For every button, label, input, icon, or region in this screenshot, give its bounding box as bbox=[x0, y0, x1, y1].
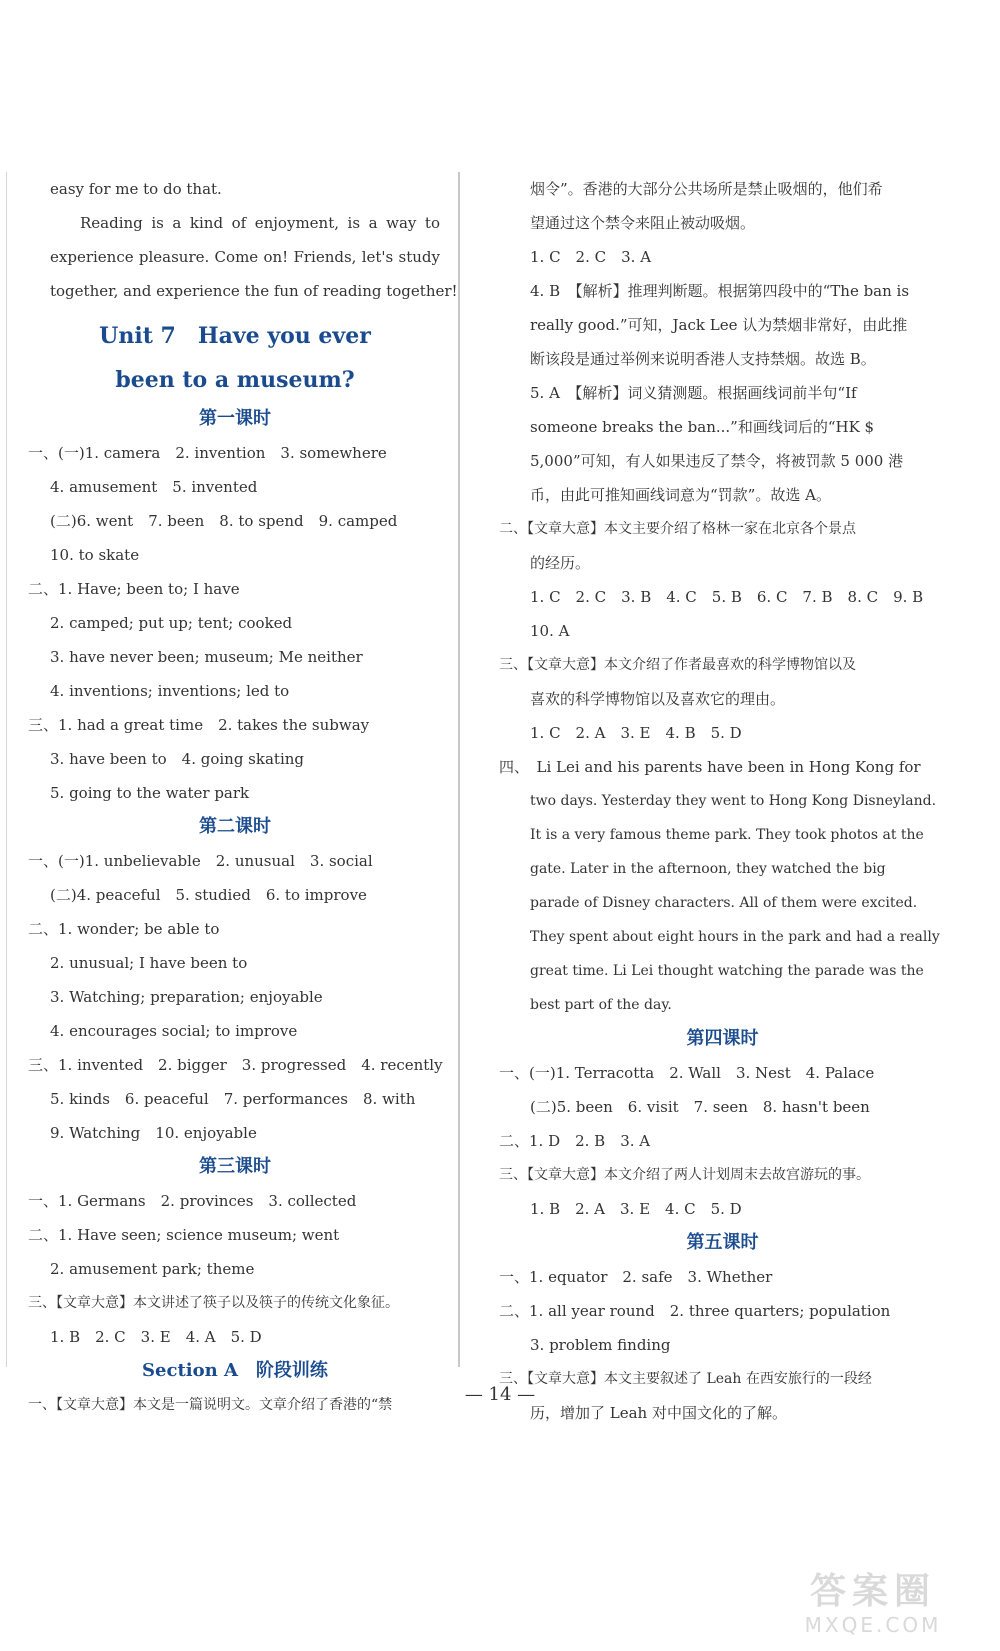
text-line: 断该段是通过举例来说明香港人支持禁烟。故选 B。 bbox=[530, 350, 876, 368]
answer-line: 10. to skate bbox=[50, 546, 140, 564]
text-line: together, and experience the fun of reading together! bbox=[50, 282, 458, 300]
text-line: experience pleasure. Come on! Friends, let's study bbox=[50, 248, 440, 266]
lesson-heading-3: 第三课时 bbox=[199, 1156, 271, 1177]
watermark-text: 答案圈 bbox=[809, 1571, 936, 1612]
page-number: — 14 — bbox=[464, 1384, 536, 1405]
text-line: Reading is a kind of enjoyment, is a way to bbox=[80, 214, 440, 232]
answer-line: 2. amusement park; theme bbox=[50, 1260, 255, 1278]
lesson-heading-2: 第二课时 bbox=[199, 816, 271, 837]
answer-line: 3. Watching; preparation; enjoyable bbox=[50, 988, 323, 1006]
answer-line: 1. B 2. C 3. E 4. A 5. D bbox=[50, 1328, 262, 1346]
answer-line: 一、1. Germans 2. provinces 3. collected bbox=[28, 1192, 357, 1210]
text-line: two days. Yesterday they went to Hong Kong Disneyland. bbox=[530, 793, 937, 809]
text-line: 的经历。 bbox=[530, 554, 591, 572]
answer-line: (二)5. been 6. visit 7. seen 8. hasn't been bbox=[530, 1098, 870, 1116]
unit-title-continued: been to a museum? bbox=[115, 367, 355, 393]
answer-line: 3. have never been; museum; Me neither bbox=[50, 648, 363, 666]
answer-line: 四、 Li Lei and his parents have been in Hong Kong for bbox=[499, 758, 921, 776]
watermark-url: MXQE.COM bbox=[804, 1613, 942, 1637]
text-line: really good.”可知，Jack Lee 认为禁烟非常好，由此推 bbox=[530, 316, 908, 334]
text-line: someone breaks the ban...”和画线词后的“HK $ bbox=[530, 418, 875, 436]
text-line: They spent about eight hours in the park and had a really bbox=[530, 929, 940, 945]
answer-line: 一、(一)1. Terracotta 2. Wall 3. Nest 4. Palace bbox=[499, 1064, 875, 1082]
answer-line: 1. C 2. C 3. B 4. C 5. B 6. C 7. B 8. C 9. B bbox=[530, 588, 924, 606]
answer-line: 1. C 2. C 3. A bbox=[530, 248, 652, 266]
answer-line: 一、(一)1. camera 2. invention 3. somewhere bbox=[28, 444, 387, 462]
answer-line: 5. kinds 6. peaceful 7. performances 8. with bbox=[50, 1090, 416, 1108]
text-line: 5,000”可知，有人如果违反了禁令，将被罚款 5 000 港 bbox=[530, 452, 904, 470]
text-line: 烟令”。香港的大部分公共场所是禁止吸烟的，他们希 bbox=[530, 180, 883, 198]
answer-line: 4. B 【解析】推理判断题。根据第四段中的“The ban is bbox=[530, 282, 910, 300]
text-line: easy for me to do that. bbox=[50, 180, 222, 198]
text-line: 望通过这个禁令来阻止被动吸烟。 bbox=[530, 214, 756, 232]
answer-line: 4. inventions; inventions; led to bbox=[50, 682, 290, 700]
answer-line: 二、1. all year round 2. three quarters; population bbox=[499, 1302, 891, 1320]
answer-line: 5. A 【解析】词义猜测题。根据画线词前半句“If bbox=[530, 384, 857, 402]
answer-line: 4. encourages social; to improve bbox=[50, 1022, 298, 1040]
answer-line: 10. A bbox=[530, 622, 570, 640]
answer-line: 三、【文章大意】本文讲述了筷子以及筷子的传统文化象征。 bbox=[28, 1295, 399, 1311]
answer-line: 三、1. had a great time 2. takes the subway bbox=[28, 716, 370, 734]
text-line: 历，增加了 Leah 对中国文化的了解。 bbox=[530, 1404, 787, 1422]
answer-line: 二、【文章大意】本文主要介绍了格林一家在北京各个景点 bbox=[499, 521, 856, 537]
answer-line: 1. C 2. A 3. E 4. B 5. D bbox=[530, 724, 742, 742]
answer-line: 二、1. Have seen; science museum; went bbox=[28, 1226, 340, 1244]
lesson-heading-4: 第四课时 bbox=[686, 1028, 759, 1049]
section-a-heading: Section A 阶段训练 bbox=[142, 1360, 328, 1381]
answer-line: (二)4. peaceful 5. studied 6. to improve bbox=[50, 886, 367, 904]
text-line: best part of the day. bbox=[530, 997, 672, 1013]
unit-title: Unit 7 Have you ever bbox=[99, 323, 371, 349]
watermark-logo bbox=[768, 1571, 978, 1641]
answer-line: 一、【文章大意】本文是一篇说明文。文章介绍了香港的“禁 bbox=[28, 1397, 393, 1413]
answer-line: 9. Watching 10. enjoyable bbox=[50, 1124, 257, 1142]
answer-line: 1. B 2. A 3. E 4. C 5. D bbox=[530, 1200, 742, 1218]
text-line: It is a very famous theme park. They took photos at the bbox=[530, 827, 924, 843]
answer-line: 5. going to the water park bbox=[50, 784, 250, 802]
answer-line: (二)6. went 7. been 8. to spend 9. camped bbox=[50, 512, 398, 530]
lesson-heading-5: 第五课时 bbox=[686, 1232, 759, 1253]
left-column bbox=[0, 172, 470, 1422]
answer-line: 二、1. D 2. B 3. A bbox=[499, 1132, 651, 1150]
answer-line: 二、1. Have; been to; I have bbox=[28, 580, 240, 598]
text-line: 喜欢的科学博物馆以及喜欢它的理由。 bbox=[530, 690, 786, 708]
answer-line: 3. problem finding bbox=[530, 1336, 671, 1354]
lesson-heading-1: 第一课时 bbox=[199, 408, 271, 429]
text-line: great time. Li Lei thought watching the parade was the bbox=[530, 963, 924, 979]
answer-line: 三、【文章大意】本文介绍了作者最喜欢的科学博物馆以及 bbox=[499, 657, 856, 673]
answer-line: 二、1. wonder; be able to bbox=[28, 920, 220, 938]
answer-line: 2. camped; put up; tent; cooked bbox=[50, 614, 293, 632]
answer-line: 一、1. equator 2. safe 3. Whether bbox=[499, 1268, 773, 1286]
answer-line: 一、(一)1. unbelievable 2. unusual 3. social bbox=[28, 852, 373, 870]
text-line: gate. Later in the afternoon, they watched the big bbox=[530, 861, 886, 877]
answer-line: 3. have been to 4. going skating bbox=[50, 750, 305, 768]
right-column bbox=[495, 172, 950, 1430]
answer-line: 4. amusement 5. invented bbox=[50, 478, 258, 496]
answer-line: 三、1. invented 2. bigger 3. progressed 4. recently bbox=[28, 1056, 443, 1074]
answer-line: 三、【文章大意】本文介绍了两人计划周末去故宫游玩的事。 bbox=[499, 1167, 870, 1183]
text-line: parade of Disney characters. All of them were excited. bbox=[530, 895, 918, 911]
text-line: 币，由此可推知画线词意为“罚款”。故选 A。 bbox=[530, 486, 831, 504]
answer-line: 三、【文章大意】本文主要叙述了 Leah 在西安旅行的一段经 bbox=[499, 1371, 872, 1387]
answer-line: 2. unusual; I have been to bbox=[50, 954, 248, 972]
